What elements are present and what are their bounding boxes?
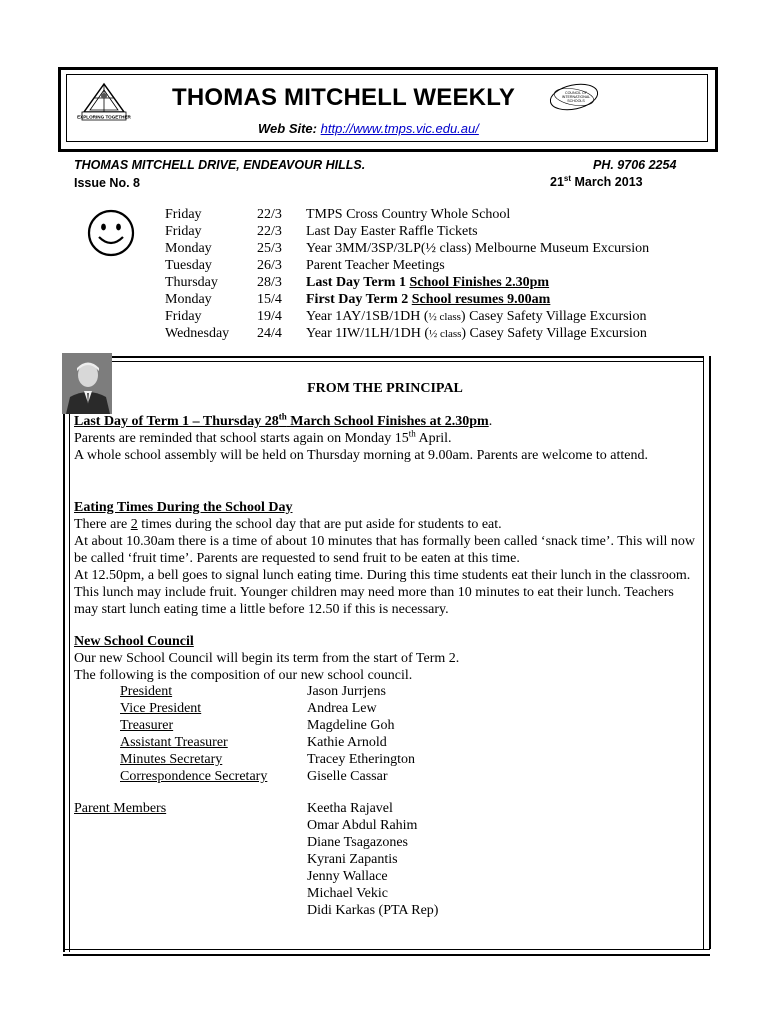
section-school-council (74, 633, 700, 684)
event-description: Parent Teacher Meetings (306, 258, 445, 273)
paragraph-line: The following is the composition of our new school council. (74, 668, 413, 683)
principal-box-border (63, 949, 710, 956)
issue-date-suffix: st (563, 174, 572, 183)
paragraph-line: A whole school assembly will be held on Thursday morning at 9.00am. Parents are welcome to attend. (74, 448, 649, 463)
event-day: Friday (165, 309, 202, 324)
section-title: New School Council (74, 634, 194, 649)
parent-member-name: Kyrani Zapantis (307, 852, 398, 867)
issue-number: Issue No. 8 (74, 176, 140, 190)
council-role: Assistant Treasurer (120, 735, 228, 750)
website-line (258, 121, 479, 136)
event-date: 15/4 (257, 292, 282, 307)
smiley-face-icon (86, 208, 136, 258)
event-description: TMPS Cross Country Whole School (306, 207, 511, 222)
event-day: Monday (165, 241, 212, 256)
school-logo-icon (77, 82, 131, 122)
event-day: Thursday (165, 275, 218, 290)
council-logo-icon (548, 82, 600, 112)
event-date: 28/3 (257, 275, 282, 290)
principal-box-border (112, 356, 704, 358)
page-title: THOMAS MITCHELL WEEKLY (172, 84, 516, 111)
council-member-name: Magdeline Goh (307, 718, 395, 733)
council-member-name: Tracey Etherington (307, 752, 415, 767)
council-member-name: Giselle Cassar (307, 769, 388, 784)
parent-member-name: Michael Vekic (307, 886, 388, 901)
event-day: Wednesday (165, 326, 230, 341)
paragraph-line: Our new School Council will begin its term from the start of Term 2. (74, 651, 460, 666)
council-member-name: Andrea Lew (307, 701, 377, 716)
logo-right-text: COUNCIL OF INTERNATIONAL SCHOOLS (561, 91, 591, 103)
council-role: Treasurer (120, 718, 174, 733)
event-description: Year 1AY/1SB/1DH (½ class) Casey Safety Village Excursion (306, 309, 647, 324)
paragraph-line: Parents are reminded that school starts again on Monday 15th April. (74, 428, 452, 446)
council-role: Correspondence Secretary (120, 769, 268, 784)
section-eating-times (74, 499, 700, 618)
event-description: Last Day Easter Raffle Tickets (306, 224, 478, 239)
section-last-day (74, 413, 700, 464)
event-description: First Day Term 2 School resumes 9.00am (306, 292, 551, 307)
event-day: Friday (165, 224, 202, 239)
event-description: Year 3MM/3SP/3LP(½ class) Melbourne Museum Excursion (306, 241, 650, 256)
principal-box-border (112, 361, 704, 362)
council-member-name: Kathie Arnold (307, 735, 387, 750)
council-role: Vice President (120, 701, 202, 716)
website-link[interactable]: http://www.tmps.vic.edu.au/ (320, 121, 479, 136)
issue-date-day: 21 (550, 175, 564, 190)
event-date: 19/4 (257, 309, 282, 324)
event-day: Friday (165, 207, 202, 222)
issue-date-rest: March 2013 (571, 175, 643, 190)
parent-member-name: Jenny Wallace (307, 869, 388, 884)
principal-heading: FROM THE PRINCIPAL (307, 381, 463, 396)
principal-box-border (703, 356, 711, 949)
event-date: 22/3 (257, 224, 282, 239)
council-role: President (120, 684, 173, 699)
school-phone: PH. 9706 2254 (593, 158, 677, 172)
principal-box-border (63, 414, 70, 952)
parent-member-name: Diane Tsagazones (307, 835, 409, 850)
parent-member-name: Omar Abdul Rahim (307, 818, 418, 833)
website-label: Web Site: (258, 121, 317, 136)
section-title: Eating Times During the School Day (74, 500, 293, 515)
paragraph-line: At about 10.30am there is a time of about 10 minutes that has formally been called ‘snack time’. This will now be called ‘fruit time’. Parents are requested to send fruit to be eaten at this time. (74, 534, 696, 566)
paragraph-line: There are 2 times during the school day that are put aside for students to eat. (74, 517, 502, 532)
council-member-name: Jason Jurrjens (307, 684, 386, 699)
section-title: Last Day of Term 1 – Thursday 28th March School Finishes at 2.30pm. (74, 411, 493, 429)
issue-date (550, 174, 643, 189)
parent-members-label: Parent Members (74, 801, 167, 816)
event-description: Year 1IW/1LH/1DH (½ class) Casey Safety Village Excursion (306, 326, 647, 341)
parent-member-name: Keetha Rajavel (307, 801, 393, 816)
event-date: 24/4 (257, 326, 282, 341)
event-description: Last Day Term 1 School Finishes 2.30pm (306, 275, 550, 290)
event-date: 22/3 (257, 207, 282, 222)
council-role: Minutes Secretary (120, 752, 223, 767)
school-address: THOMAS MITCHELL DRIVE, ENDEAVOUR HILLS. (74, 158, 366, 172)
paragraph-line: At 12.50pm, a bell goes to signal lunch eating time. During this time students eat their lunch in the classroom. This lunch may include fruit. Younger children may need more than 10 minutes to eat their lunch. Teachers may start lunch eating time a little before 12.50 if this is necessary. (74, 568, 691, 617)
logo-left-text: EXPLORING TOGETHER (77, 114, 131, 120)
event-date: 25/3 (257, 241, 282, 256)
event-date: 26/3 (257, 258, 282, 273)
event-day: Monday (165, 292, 212, 307)
parent-member-name: Didi Karkas (PTA Rep) (307, 903, 439, 918)
event-day: Tuesday (165, 258, 212, 273)
